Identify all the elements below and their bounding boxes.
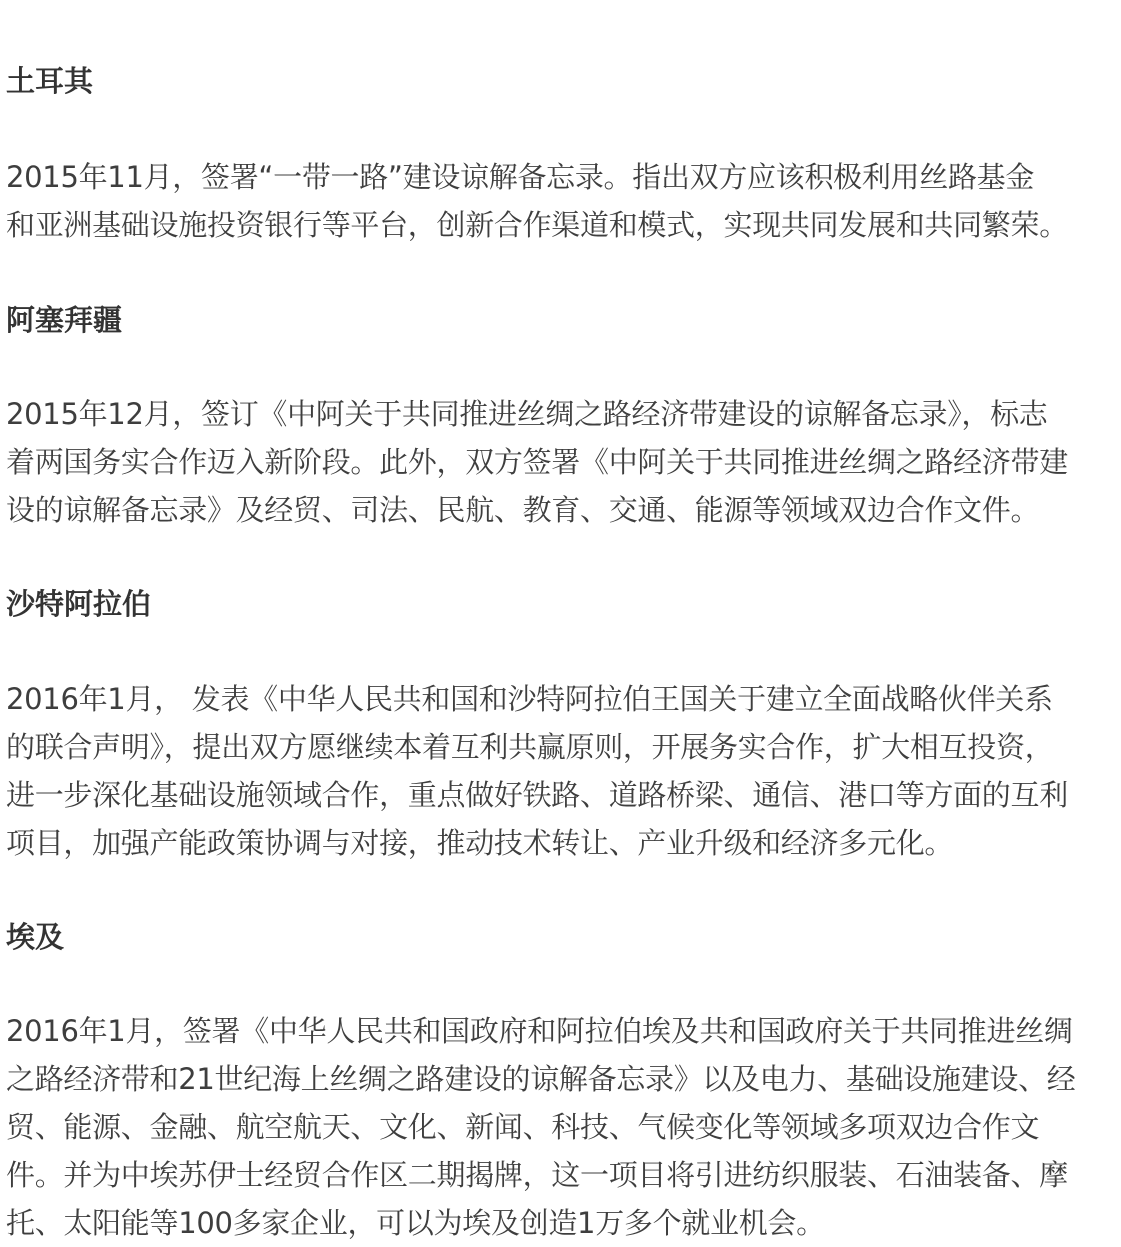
paragraph-line: 2016年1月， 发表《中华人民共和国和沙特阿拉伯王国关于建立全面战略伙伴关系 <box>6 682 1053 716</box>
paragraph-line: 和亚洲基础设施投资银行等平台，创新合作渠道和模式，实现共同发展和共同繁荣。 <box>6 208 1068 242</box>
paragraph-line: 的联合声明》，提出双方愿继续本着互利共赢原则，开展务实合作，扩大相互投资， <box>6 730 1054 764</box>
section-paragraph-turkey <box>6 153 1118 249</box>
paragraph-line: 贸、能源、金融、航空航天、文化、新闻、科技、气候变化等领域多项双边合作文 <box>6 1110 1040 1144</box>
section-heading-turkey: 土耳其 <box>6 64 94 98</box>
paragraph-line: 项目，加强产能政策协调与对接，推动技术转让、产业升级和经济多元化。 <box>6 826 954 860</box>
paragraph-line: 着两国务实合作迈入新阶段。此外，双方签署《中阿关于共同推进丝绸之路经济带建 <box>6 445 1068 479</box>
paragraph-line: 件。并为中埃苏伊士经贸合作区二期揭牌，这一项目将引进纺织服装、石油装备、摩 <box>6 1158 1068 1192</box>
section-paragraph-azerbaijan <box>6 390 1118 534</box>
paragraph-line: 设的谅解备忘录》及经贸、司法、民航、教育、交通、能源等领域双边合作文件。 <box>6 493 1040 527</box>
section-heading-egypt: 埃及 <box>6 920 65 954</box>
cropped-previous-line <box>6 0 526 8</box>
section-paragraph-egypt <box>6 1007 1118 1247</box>
section-heading-azerbaijan: 阿塞拜疆 <box>6 303 123 337</box>
paragraph-line: 进一步深化基础设施领域合作，重点做好铁路、道路桥梁、通信、港口等方面的互利 <box>6 778 1068 812</box>
section-paragraph-saudi-arabia <box>6 675 1118 867</box>
paragraph-line: 之路经济带和21世纪海上丝绸之路建设的谅解备忘录》以及电力、基础设施建设、经 <box>6 1062 1076 1096</box>
paragraph-line: 2016年1月，签署《中华人民共和国政府和阿拉伯埃及共和国政府关于共同推进丝绸 <box>6 1014 1073 1048</box>
paragraph-line: 2015年11月，签署“一带一路”建设谅解备忘录。指出双方应该积极利用丝路基金 <box>6 160 1035 194</box>
paragraph-line: 托、太阳能等100多家企业，可以为埃及创造1万多个就业机会。 <box>6 1206 825 1240</box>
paragraph-line: 2015年12月，签订《中阿关于共同推进丝绸之路经济带建设的谅解备忘录》，标志 <box>6 397 1048 431</box>
section-heading-saudi-arabia: 沙特阿拉伯 <box>6 587 152 621</box>
